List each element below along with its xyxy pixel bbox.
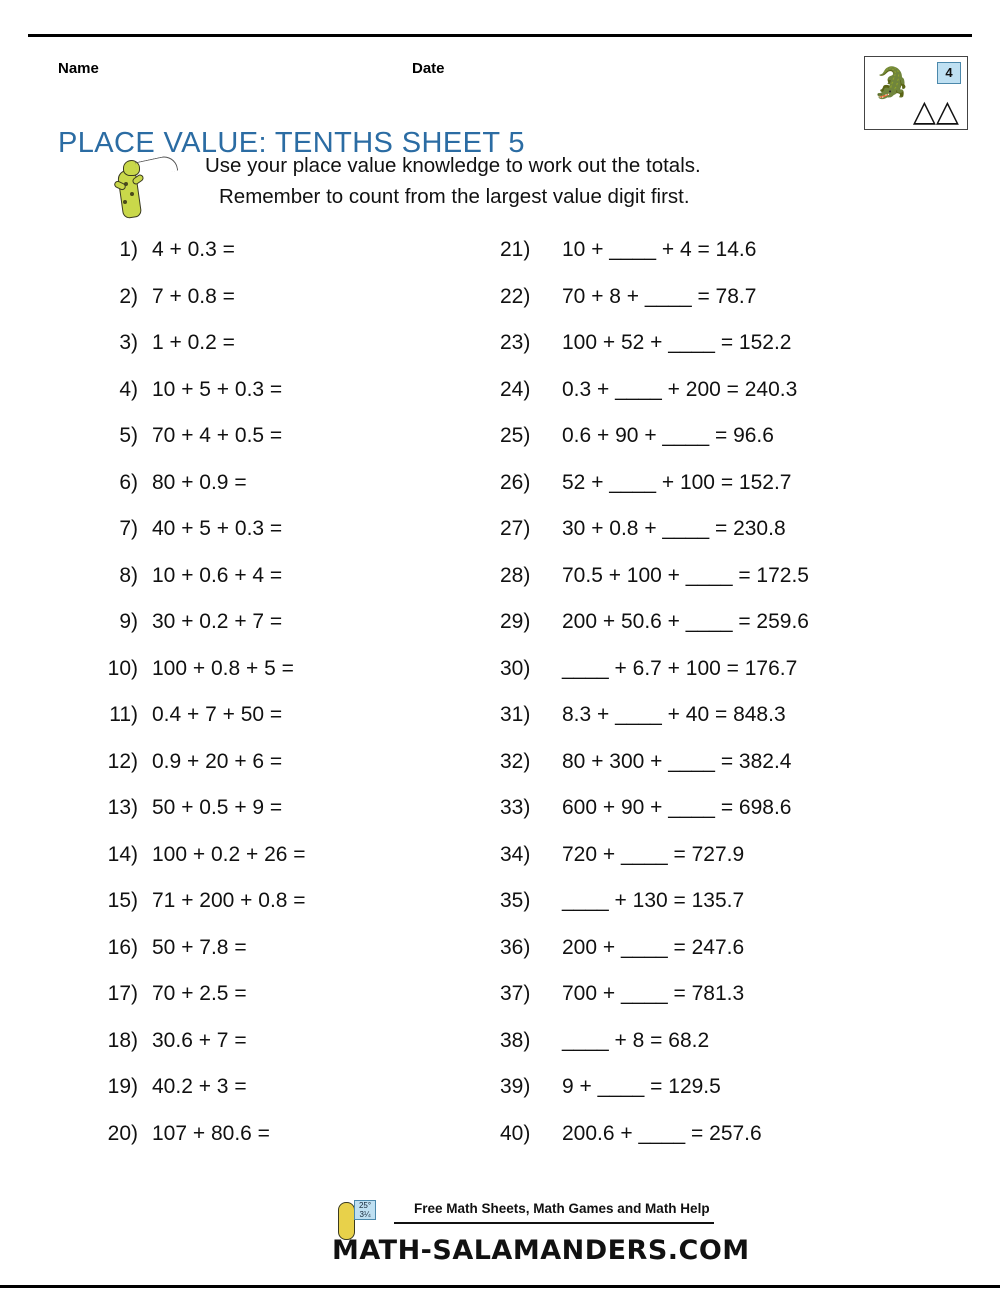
question-number: 24)	[500, 377, 531, 401]
question-text: 7 + 0.8 =	[152, 284, 235, 308]
instruction-line-2: Remember to count from the largest value digit first.	[219, 185, 690, 208]
question-text: 40 + 5 + 0.3 =	[152, 517, 283, 540]
question-row	[500, 889, 940, 936]
question-row	[96, 378, 516, 425]
question-row	[500, 564, 940, 611]
question-text: 0.9 + 20 + 6 =	[152, 749, 283, 773]
question-text: 50 + 7.8 =	[152, 935, 247, 959]
question-text: 70 + 4 + 0.5 =	[152, 424, 283, 447]
question-row	[96, 936, 516, 983]
question-text: 30 + 0.8 + ____ = 230.8	[562, 517, 786, 540]
question-number: 33)	[500, 796, 531, 819]
question-row	[96, 796, 516, 843]
bottom-divider	[0, 1285, 1000, 1288]
footer-salamander-icon: 25° 3¼	[330, 1198, 386, 1248]
question-text: ____ + 8 = 68.2	[562, 1028, 710, 1052]
questions-column-right	[500, 238, 940, 1168]
question-row	[96, 703, 516, 750]
question-text: 52 + ____ + 100 = 152.7	[562, 470, 792, 494]
question-number: 5)	[119, 424, 138, 447]
question-number: 3)	[119, 331, 138, 354]
question-number: 6)	[119, 470, 138, 494]
question-text: 720 + ____ = 727.9	[562, 842, 745, 866]
question-row	[500, 331, 940, 378]
question-row	[96, 982, 516, 1029]
question-row	[96, 1029, 516, 1076]
salamander-pointing-icon	[112, 152, 192, 222]
question-number: 4)	[119, 377, 138, 401]
question-row	[500, 796, 940, 843]
question-row	[500, 517, 940, 564]
question-row	[500, 1029, 940, 1076]
question-row	[96, 610, 516, 657]
question-text: 40.2 + 3 =	[152, 1075, 247, 1098]
question-number: 25)	[500, 424, 531, 447]
question-row	[500, 843, 940, 890]
question-text: 700 + ____ = 781.3	[562, 982, 745, 1005]
question-text: 70.5 + 100 + ____ = 172.5	[562, 563, 809, 587]
question-number: 23)	[500, 331, 531, 354]
instruction-line-1: Use your place value knowledge to work out the totals.	[205, 154, 701, 177]
question-text: 0.3 + ____ + 200 = 240.3	[562, 377, 798, 401]
question-number: 14)	[107, 842, 138, 866]
question-text: 80 + 300 + ____ = 382.4	[562, 749, 792, 773]
question-row	[96, 424, 516, 471]
question-number: 13)	[107, 796, 138, 819]
question-number: 29)	[500, 610, 531, 633]
question-row	[96, 889, 516, 936]
question-number: 7)	[119, 517, 138, 540]
questions-column-left	[96, 238, 516, 1168]
question-row	[500, 1122, 940, 1169]
question-number: 36)	[500, 935, 531, 959]
page-title: PLACE VALUE: TENTHS SHEET 5	[58, 127, 525, 160]
question-text: 200 + 50.6 + ____ = 259.6	[562, 610, 809, 633]
question-row	[500, 1075, 940, 1122]
salamander-mascot-icon: 🐊	[873, 67, 911, 100]
question-number: 20)	[107, 1121, 138, 1145]
question-row	[500, 657, 940, 704]
question-text: 100 + 52 + ____ = 152.2	[562, 331, 792, 354]
question-text: 107 + 80.6 =	[152, 1121, 270, 1145]
question-number: 38)	[500, 1028, 531, 1052]
question-row	[500, 750, 940, 797]
question-row	[96, 843, 516, 890]
question-number: 19)	[107, 1075, 138, 1098]
question-number: 12)	[107, 749, 138, 773]
question-row	[96, 1075, 516, 1122]
question-number: 26)	[500, 470, 531, 494]
question-row	[96, 285, 516, 332]
instructions	[205, 150, 865, 212]
math-salamanders-logo-icon: △△	[912, 94, 959, 129]
question-row	[500, 424, 940, 471]
question-text: 0.6 + 90 + ____ = 96.6	[562, 424, 774, 447]
question-text: 70 + 2.5 =	[152, 982, 247, 1005]
question-row	[96, 471, 516, 518]
question-text: 70 + 8 + ____ = 78.7	[562, 284, 757, 308]
question-text: 10 + 0.6 + 4 =	[152, 563, 283, 587]
question-text: 0.4 + 7 + 50 =	[152, 703, 283, 726]
question-text: 8.3 + ____ + 40 = 848.3	[562, 703, 786, 726]
question-number: 39)	[500, 1075, 531, 1098]
question-text: 30.6 + 7 =	[152, 1028, 247, 1052]
question-row	[500, 238, 940, 285]
question-text: 4 + 0.3 =	[152, 238, 235, 261]
question-row	[500, 982, 940, 1029]
question-number: 2)	[119, 284, 138, 308]
date-label: Date	[412, 60, 445, 77]
question-row	[96, 1122, 516, 1169]
question-text: 100 + 0.8 + 5 =	[152, 656, 294, 680]
question-number: 27)	[500, 517, 531, 540]
question-text: 10 + ____ + 4 = 14.6	[562, 238, 757, 261]
question-row	[500, 378, 940, 425]
question-row	[96, 331, 516, 378]
question-number: 16)	[107, 935, 138, 959]
question-number: 15)	[107, 889, 138, 912]
question-text: 9 + ____ = 129.5	[562, 1075, 721, 1098]
question-number: 8)	[119, 563, 138, 587]
question-row	[500, 610, 940, 657]
question-text: 200.6 + ____ = 257.6	[562, 1121, 762, 1145]
question-number: 10)	[107, 656, 138, 680]
question-text: ____ + 6.7 + 100 = 176.7	[562, 656, 798, 680]
question-number: 17)	[107, 982, 138, 1005]
question-text: 600 + 90 + ____ = 698.6	[562, 796, 792, 819]
grade-badge	[864, 56, 968, 130]
question-number: 35)	[500, 889, 531, 912]
question-text: 71 + 200 + 0.8 =	[152, 889, 306, 912]
question-number: 28)	[500, 563, 531, 587]
question-row	[96, 750, 516, 797]
question-text: 200 + ____ = 247.6	[562, 935, 745, 959]
question-row	[500, 703, 940, 750]
question-row	[500, 471, 940, 518]
question-number: 32)	[500, 749, 531, 773]
question-number: 21)	[500, 238, 531, 261]
question-number: 34)	[500, 842, 531, 866]
question-text: ____ + 130 = 135.7	[562, 889, 745, 912]
top-divider	[28, 34, 972, 37]
question-text: 1 + 0.2 =	[152, 331, 235, 354]
question-number: 40)	[500, 1121, 531, 1145]
question-text: 30 + 0.2 + 7 =	[152, 610, 283, 633]
question-row	[96, 238, 516, 285]
question-text: 10 + 5 + 0.3 =	[152, 377, 283, 401]
question-number: 31)	[500, 703, 531, 726]
question-text: 80 + 0.9 =	[152, 470, 247, 494]
question-row	[96, 657, 516, 704]
question-number: 22)	[500, 284, 531, 308]
footer-divider	[394, 1222, 714, 1224]
grade-number: 4	[937, 62, 961, 84]
footer-tagline: Free Math Sheets, Math Games and Math Help	[414, 1201, 710, 1216]
question-row	[500, 936, 940, 983]
question-row	[96, 517, 516, 564]
question-text: 100 + 0.2 + 26 =	[152, 842, 306, 866]
question-number: 30)	[500, 656, 531, 680]
name-label: Name	[58, 60, 99, 77]
question-number: 37)	[500, 982, 531, 1005]
question-text: 50 + 0.5 + 9 =	[152, 796, 283, 819]
question-number: 1)	[119, 238, 138, 261]
footer-url: MATH-SALAMANDERS.COM	[332, 1235, 750, 1266]
question-row	[500, 285, 940, 332]
question-number: 18)	[107, 1028, 138, 1052]
question-number: 9)	[119, 610, 138, 633]
question-row	[96, 564, 516, 611]
question-number: 11)	[109, 703, 138, 726]
